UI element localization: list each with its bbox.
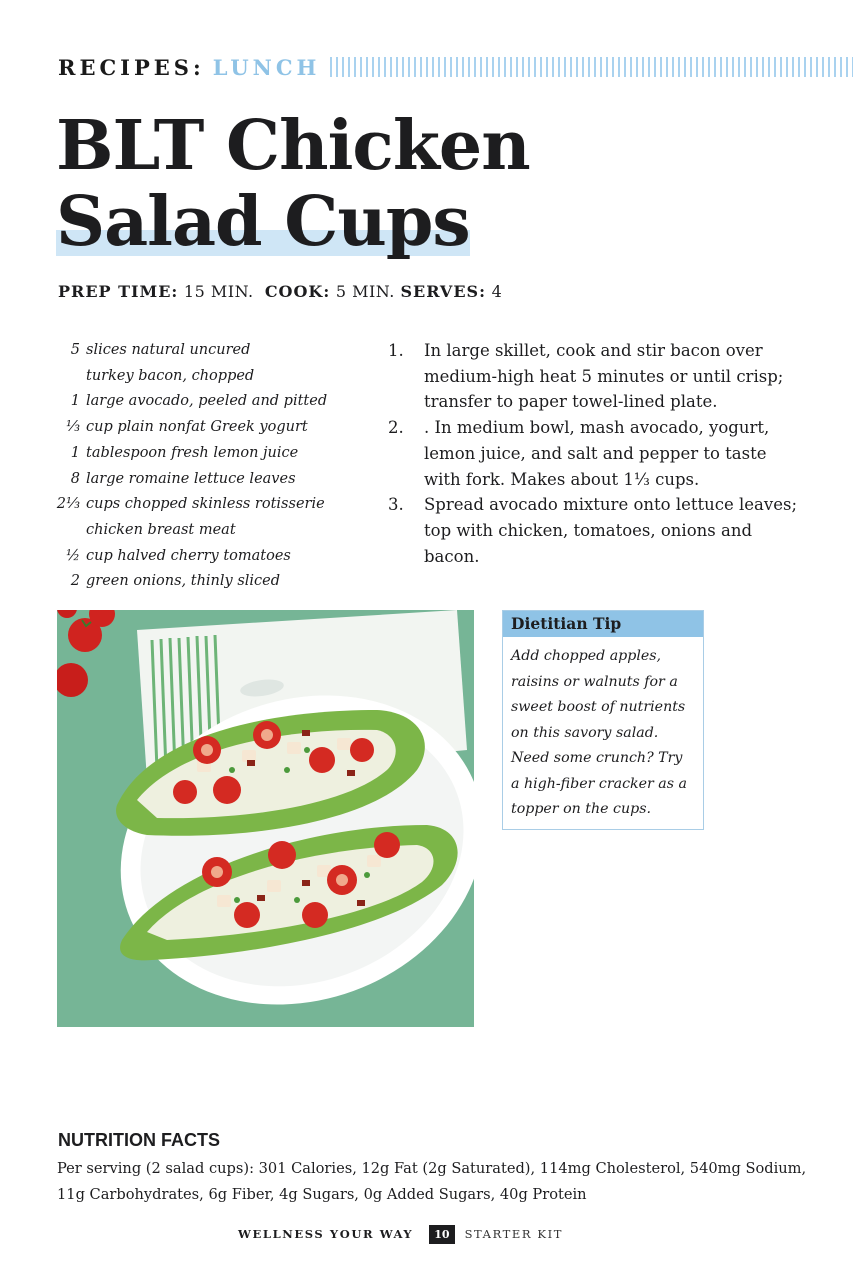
ingredient-item <box>56 364 356 390</box>
ingredient-qty: 1 <box>70 393 80 410</box>
ingredient-item <box>56 518 356 544</box>
prep-time-label: PREP TIME: <box>58 282 179 301</box>
tip-title: Dietitian Tip <box>503 611 703 637</box>
title-line-1: BLT Chicken <box>56 106 530 186</box>
header-stripe-decoration <box>330 57 853 77</box>
ingredient-item <box>56 544 356 570</box>
page-number: 10 <box>429 1225 454 1244</box>
instruction-step <box>388 492 808 569</box>
dietitian-tip-box <box>502 610 704 830</box>
ingredient-qty <box>56 364 80 390</box>
section-header <box>58 52 853 82</box>
nutrition-line-2: 11g Carbohydrates, 6g Fiber, 4g Sugars, 0g Added Sugars, 40g Protein <box>57 1186 587 1203</box>
recipe-meta <box>58 282 502 301</box>
salad-cups-illustration <box>57 610 474 1027</box>
ingredient-item <box>56 569 356 595</box>
instruction-step <box>388 338 808 415</box>
ingredient-item <box>56 492 356 518</box>
ingredient-qty: 2⅓ <box>56 496 80 513</box>
ingredient-qty: ½ <box>65 547 80 564</box>
footer-section: STARTER KIT <box>464 1227 564 1241</box>
recipe-title <box>56 108 530 260</box>
ingredient-qty: 8 <box>70 470 80 487</box>
step-text: . In medium bowl, mash avocado, yogurt, lemon juice, and salt and pepper to taste with fork. Makes about 1⅓ cups. <box>424 418 770 489</box>
serves-label: SERVES: <box>400 282 486 301</box>
ingredient-text: green onions, thinly sliced <box>86 573 281 590</box>
instruction-step <box>388 415 808 492</box>
ingredient-item <box>56 338 356 364</box>
cook-time-label: COOK: <box>264 282 331 301</box>
ingredient-item <box>56 389 356 415</box>
title-line-2: Salad Cups <box>56 182 470 262</box>
nutrition-title: NUTRITION FACTS <box>58 1130 220 1150</box>
category-label: LUNCH <box>212 54 321 80</box>
ingredient-text: cup plain nonfat Greek yogurt <box>86 419 308 436</box>
section-label: RECIPES: <box>58 54 205 80</box>
step-number: 2. <box>388 418 404 438</box>
ingredient-text: cup halved cherry tomatoes <box>86 547 291 564</box>
step-text: Spread avocado mixture onto lettuce leaves; top with chicken, tomatoes, onions and bacon. <box>424 495 797 566</box>
ingredient-text: slices natural uncured <box>86 342 251 358</box>
ingredient-text: tablespoon fresh lemon juice <box>86 444 299 461</box>
nutrition-line-1: Per serving (2 salad cups): 301 Calories, 12g Fat (2g Saturated), 114mg Cholesterol, 540mg Sodium, <box>57 1160 807 1177</box>
step-number: 1. <box>388 341 404 360</box>
ingredient-list <box>56 338 356 595</box>
nutrition-facts <box>57 1156 817 1208</box>
ingredient-qty <box>56 518 80 544</box>
ingredient-qty: 1 <box>70 444 80 461</box>
page-footer <box>238 1222 563 1246</box>
ingredient-text: cups chopped skinless rotisserie <box>86 496 325 513</box>
ingredient-qty: 5 <box>70 342 80 358</box>
ingredient-item <box>56 467 356 493</box>
step-number: 3. <box>388 495 404 515</box>
ingredient-item <box>56 441 356 467</box>
ingredient-text: chicken breast meat <box>86 521 236 538</box>
prep-time-value: 15 MIN. <box>183 282 254 301</box>
ingredient-qty: ⅓ <box>65 419 80 436</box>
ingredient-qty: 2 <box>70 573 80 590</box>
ingredient-item <box>56 415 356 441</box>
instruction-list <box>388 338 808 569</box>
ingredient-text: turkey bacon, chopped <box>86 367 255 384</box>
step-text: In large skillet, cook and stir bacon over medium-high heat 5 minutes or until crisp; transfer to paper towel-lined plate. <box>424 341 784 412</box>
ingredient-text: large romaine lettuce leaves <box>86 470 296 487</box>
recipe-photo <box>57 610 474 1027</box>
ingredient-text: large avocado, peeled and pitted <box>86 393 328 410</box>
tip-body: Add chopped apples, raisins or walnuts for a sweet boost of nutrients on this savory salad. Need some crunch? Try a high-fiber cracker as a topper on the cups. <box>511 648 688 817</box>
footer-publication: WELLNESS YOUR WAY <box>238 1227 414 1241</box>
serves-value: 4 <box>491 282 503 301</box>
cook-time-value: 5 MIN. <box>335 282 395 301</box>
